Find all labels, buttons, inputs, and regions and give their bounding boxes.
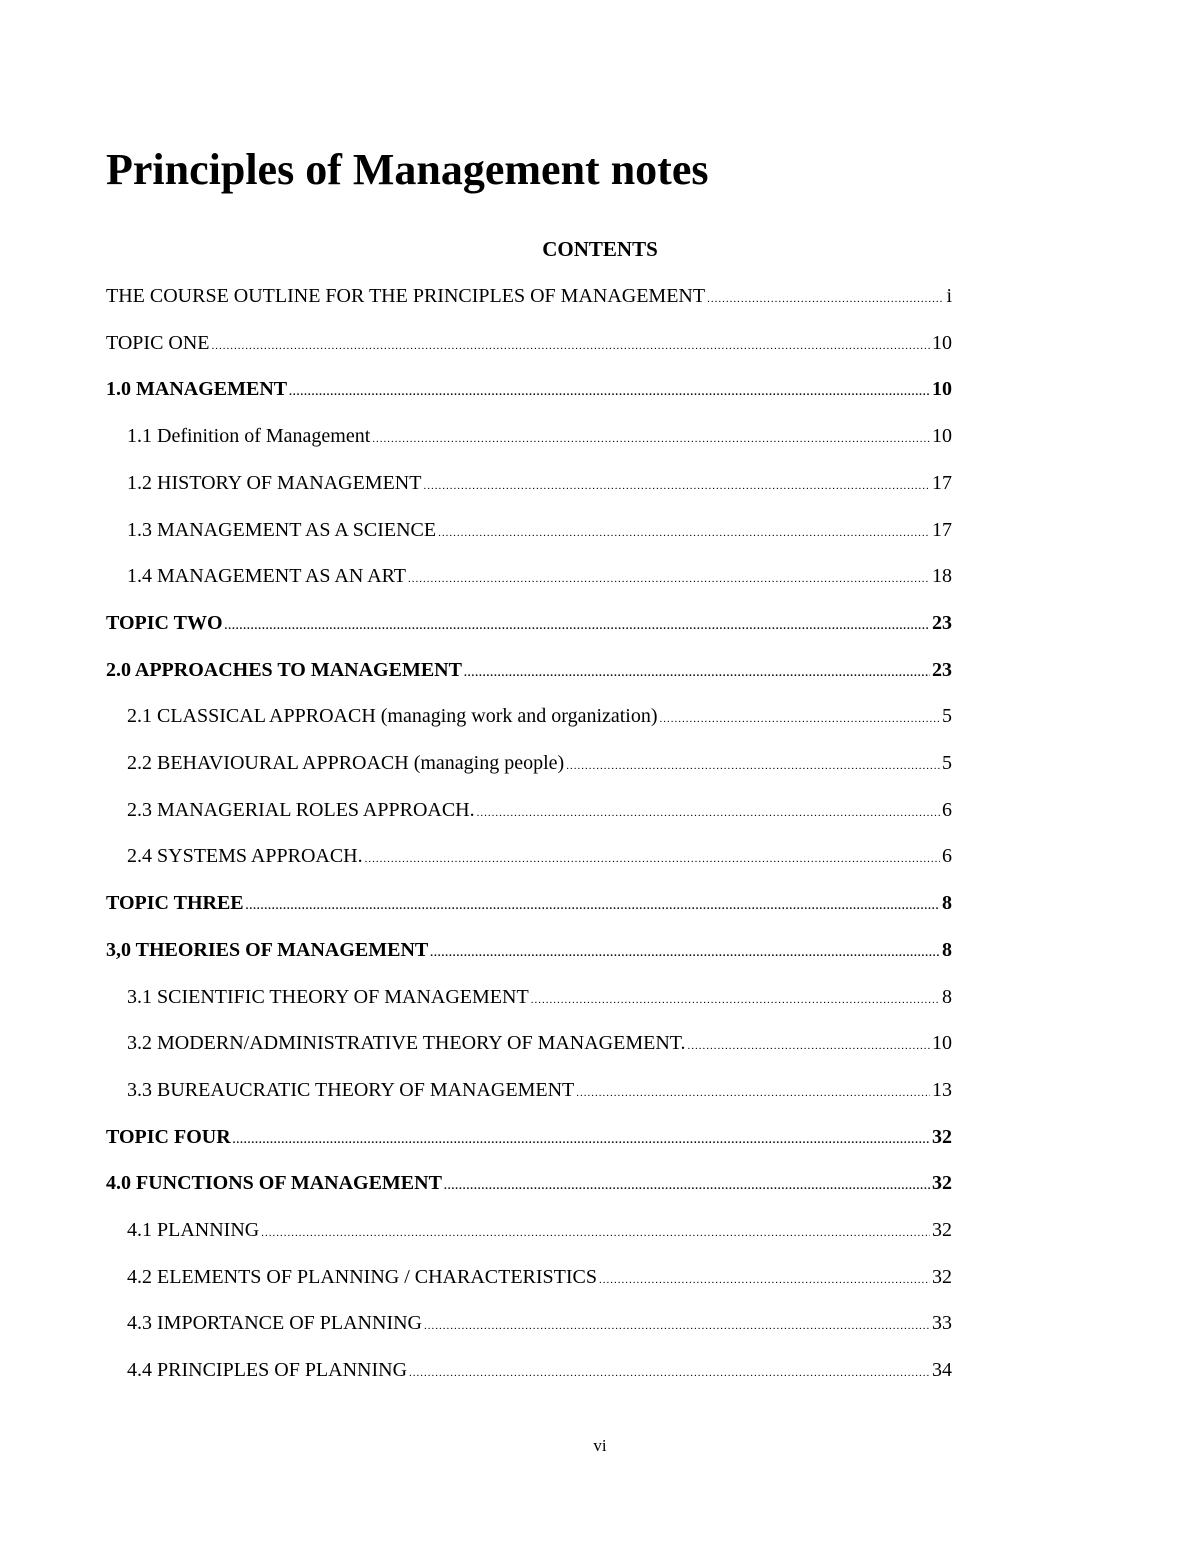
toc-entry[interactable] [106, 1122, 952, 1152]
toc-entry[interactable] [127, 1308, 952, 1338]
toc-entry-page: 8 [942, 985, 952, 1008]
toc-entry[interactable] [127, 561, 952, 591]
toc-dot-leader [566, 751, 940, 778]
page-number: vi [593, 1436, 607, 1455]
toc-entry-page: 34 [932, 1359, 952, 1382]
toc-entry[interactable] [106, 281, 952, 311]
toc-entry-page: 8 [942, 938, 952, 961]
toc-entry[interactable] [106, 935, 952, 965]
contents-heading: CONTENTS [542, 237, 658, 261]
toc-entry[interactable] [106, 888, 952, 918]
toc-dot-leader [409, 1358, 930, 1385]
toc-entry-title: 3.2 MODERN/ADMINISTRATIVE THEORY OF MANAGEMENT. [127, 1032, 686, 1055]
toc-entry-page: 10 [932, 425, 952, 448]
toc-entry-title: 4.3 IMPORTANCE OF PLANNING [127, 1312, 422, 1335]
toc-dot-leader [372, 424, 930, 451]
toc-entry-title: 1.2 HISTORY OF MANAGEMENT [127, 471, 422, 494]
toc-entry-title: 1.4 MANAGEMENT AS AN ART [127, 565, 407, 588]
toc-entry-page: 6 [942, 845, 952, 868]
toc-entry[interactable] [127, 1262, 952, 1292]
toc-dot-leader [212, 331, 930, 358]
toc-entry-page: i [946, 285, 952, 307]
toc-entry-page: 10 [932, 378, 952, 401]
toc-entry-page: 17 [932, 518, 952, 541]
toc-entry[interactable] [127, 982, 952, 1012]
toc-entry[interactable] [127, 468, 952, 498]
toc-entry-page: 10 [932, 331, 952, 354]
toc-entry-title: TOPIC FOUR [106, 1125, 231, 1148]
toc-entry-page: 33 [932, 1312, 952, 1335]
toc-entry[interactable] [127, 1028, 952, 1058]
toc-entry[interactable] [127, 795, 952, 825]
toc-entry-title: 2.3 MANAGERIAL ROLES APPROACH. [127, 798, 475, 821]
toc-dot-leader [430, 938, 940, 965]
toc-dot-leader [688, 1031, 930, 1058]
toc-entry-page: 10 [932, 1032, 952, 1055]
toc-entry-title: 2.2 BEHAVIOURAL APPROACH (managing people) [127, 752, 565, 774]
toc-dot-leader [576, 1078, 930, 1105]
toc-dot-leader [424, 1311, 930, 1338]
toc-dot-leader [261, 1218, 930, 1245]
toc-dot-leader [707, 284, 944, 311]
toc-entry-title: 4.4 PRINCIPLES OF PLANNING [127, 1359, 408, 1382]
toc-dot-leader [423, 471, 930, 498]
toc-entry-page: 18 [932, 565, 952, 588]
toc-entry[interactable] [127, 748, 952, 778]
toc-entry-title: 4.0 FUNCTIONS OF MANAGEMENT [106, 1172, 442, 1195]
toc-entry-title: 1.0 MANAGEMENT [106, 378, 288, 401]
toc-dot-leader [599, 1265, 930, 1292]
toc-dot-leader [233, 1125, 930, 1152]
toc-entry-page: 32 [932, 1172, 952, 1195]
toc-dot-leader [246, 891, 940, 918]
toc-entry-page: 6 [942, 798, 952, 821]
toc-entry-title: 3.3 BUREAUCRATIC THEORY OF MANAGEMENT [127, 1078, 575, 1101]
toc-entry[interactable] [127, 841, 952, 871]
toc-dot-leader [365, 844, 940, 871]
toc-entry[interactable] [106, 374, 952, 404]
toc-dot-leader [438, 518, 930, 545]
toc-entry[interactable] [127, 1355, 952, 1385]
toc-entry-page: 32 [932, 1265, 952, 1288]
toc-entry[interactable] [127, 1215, 952, 1245]
toc-entry-page: 23 [932, 611, 952, 634]
page-title: Principles of Management notes [106, 145, 709, 194]
toc-entry-title: 1.3 MANAGEMENT AS A SCIENCE [127, 518, 437, 541]
toc-entry-title: 2.4 SYSTEMS APPROACH. [127, 845, 363, 868]
toc-entry[interactable] [106, 655, 952, 685]
toc-entry-title: 2.1 CLASSICAL APPROACH (managing work and organization) [127, 705, 658, 728]
toc-entry-title: 3.1 SCIENTIFIC THEORY OF MANAGEMENT [127, 985, 529, 1008]
toc-entry-page: 8 [942, 892, 952, 915]
toc-dot-leader [464, 658, 930, 685]
toc-entry-title: 3,0 THEORIES OF MANAGEMENT [106, 938, 429, 961]
toc-entry-title: TOPIC THREE [106, 892, 244, 915]
toc-entry-title: TOPIC TWO [106, 611, 223, 634]
toc-entry-title: 2.0 APPROACHES TO MANAGEMENT [106, 658, 462, 681]
toc-entry[interactable] [127, 515, 952, 545]
toc-entry-title: THE COURSE OUTLINE FOR THE PRINCIPLES OF MANAGEMENT [106, 285, 706, 307]
toc-entry-page: 17 [932, 471, 952, 494]
toc-entry-title: 1.1 Definition of Management [127, 425, 371, 448]
toc-entry[interactable] [127, 421, 952, 451]
toc-entry-title: 4.2 ELEMENTS OF PLANNING / CHARACTERISTICS [127, 1265, 598, 1288]
toc-dot-leader [660, 704, 940, 731]
toc-entry[interactable] [106, 1168, 952, 1198]
toc-entry-page: 32 [932, 1219, 952, 1241]
toc-entry[interactable] [127, 1075, 952, 1105]
toc-dot-leader [477, 798, 940, 825]
toc-dot-leader [408, 564, 930, 591]
toc-entry-title: 4.1 PLANNING [127, 1219, 260, 1241]
toc-entry-page: 23 [932, 658, 952, 681]
toc-dot-leader [289, 377, 930, 404]
toc-entry-page: 13 [932, 1078, 952, 1101]
toc-entry-page: 5 [942, 705, 952, 728]
toc-entry-page: 32 [932, 1125, 952, 1148]
toc-dot-leader [444, 1171, 930, 1198]
toc-entry-title: TOPIC ONE [106, 331, 210, 354]
toc-entry[interactable] [106, 608, 952, 638]
toc-dot-leader [531, 985, 940, 1012]
toc-entry[interactable] [127, 701, 952, 731]
toc-entry-page: 5 [942, 752, 952, 774]
toc-entry[interactable] [106, 328, 952, 358]
toc-dot-leader [225, 611, 930, 638]
